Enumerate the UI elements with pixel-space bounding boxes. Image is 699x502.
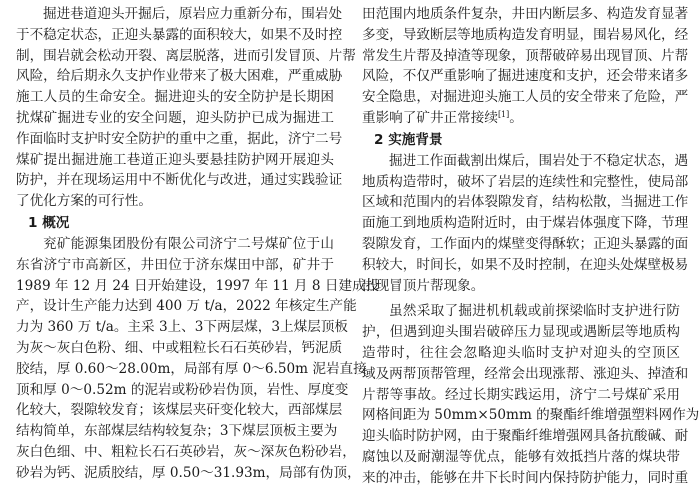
text-line: 造带时，往往会忽略迎头临时支护对迎头的空顶区 — [362, 344, 680, 361]
right-column — [362, 4, 699, 489]
text-line: 风险，给后期永久支护作业带来了极大困难，严重威胁 — [16, 68, 343, 85]
text-line: 虽然采取了掘进机机载或前探梁临时支护进行防 — [389, 303, 680, 320]
practice-paragraph — [362, 301, 699, 488]
text-line: 积较大，时间长，如果不及时控制，在迎头处煤壁极易 — [362, 256, 689, 273]
text-line: 扰煤矿掘进专业的安全问题，迎头防护已成为掘进工 — [16, 109, 334, 126]
overview-paragraph — [16, 234, 380, 484]
text-line: 安全隐患，对掘进迎头施工人员的安全带来了危险，严 — [362, 89, 689, 106]
text-line: 灰白色细、中、粗粒长石石英砂岩，灰～深灰色粉砂岩， — [16, 443, 356, 460]
continuation-paragraph — [362, 4, 689, 129]
text-line: 出现冒顶片帮现象。 — [362, 277, 485, 294]
text-line: 了优化方案的可行性。 — [16, 193, 152, 210]
text-line: 区域和范围内的岩体裂隙发育，结构松散，当掘进工作 — [362, 194, 689, 211]
text-line: 煤矿提出掘进施工巷道正迎头要悬挂防护网开展迎头 — [16, 151, 334, 168]
text-line: 网格间距为 50mm×50mm 的聚酯纤维增强塑料网作为 — [362, 407, 699, 424]
text-line: 护，但遇到迎头围岩破碎压力显现或遇断层等地质构 — [362, 324, 680, 341]
text-line: 东省济宁市高新区，井田位于济东煤田中部，矿井于 — [16, 256, 334, 273]
text-line: 裂隙发育，工作面内的煤壁变得酥软；正迎头暴露的面 — [362, 235, 689, 252]
text-line: 面施工到地质构造附近时，由于煤岩体强度下降，节理 — [362, 215, 689, 232]
citation-marker: [1] — [497, 109, 510, 119]
text-line: 常发生片帮及掉渣等现象，顶帮破碎易出现冒顶、片帮 — [362, 47, 689, 64]
text-line: 域及两帮顶帮管理，经常会出现涨帮、涨迎头、掉渣和 — [362, 365, 689, 382]
section-heading-background: 2 实施背景 — [374, 131, 443, 148]
text-line: 产，设计生产能力达到 400 万 t/a，2022 年核定生产能 — [16, 298, 357, 315]
text-segment: 。 — [509, 109, 523, 126]
text-line: 为灰～灰白色粉、细、中或粗粒长石石英砂岩，钙泥质 — [16, 339, 343, 356]
text-line: 迎头临时防护网，由于聚酯纤维增强网具备抗酸碱、耐 — [362, 428, 689, 445]
text-line-with-citation — [362, 108, 680, 129]
text-line: 田范围内地质条件复杂，井田内断层多、构造发育显著 — [362, 6, 689, 22]
text-segment: 重影响了矿井正常接续 — [362, 109, 498, 126]
text-line: 于不稳定状态，正迎头暴露的面积较大，如果不及时控 — [16, 26, 343, 43]
text-line: 兖矿能源集团股份有限公司济宁二号煤矿位于山 — [43, 235, 334, 252]
text-line: 力为 360 万 t/a。主采 3上、3下两层煤，3上煤层顶板 — [16, 319, 349, 336]
text-line: 多变，导致断层等地质构造发育明显，围岩易风化，经 — [362, 26, 689, 43]
text-line: 胶结，厚 0.60～28.00m，局部有厚 0～6.50m 泥岩直接 — [16, 360, 367, 377]
text-line: 掘进工作面截割出煤后，围岩处于不稳定状态，遇 — [389, 152, 689, 169]
text-line: 防护，并在现场运用中不断优化与改进，通过实践验证 — [16, 172, 343, 189]
text-line: 掘进巷道迎头开掘后，原岩应力重新分布，围岩处 — [43, 6, 343, 22]
text-line: 地质构造带时，破坏了岩层的连续性和完整性，使局部 — [362, 173, 689, 190]
text-line: 施工人员的生命安全。掘进迎头的安全防护是长期困 — [16, 89, 334, 106]
text-line: 片帮等事故。经过长期实践运用，济宁二号煤矿采用 — [362, 386, 680, 403]
text-line: 顶和厚 0～0.52m 的泥岩或粉砂岩伪顶，岩性、厚度变 — [16, 381, 349, 398]
text-line: 结构简单，东部煤层结构较复杂；3下煤层顶板主要为 — [16, 423, 338, 440]
left-column — [16, 4, 380, 484]
text-line: 来的冲击，能够在井下长时间内保持防护能力，同时重 — [362, 469, 689, 486]
text-line: 制，围岩就会松动开裂、离层脱落，进而引发冒顶、片帮 — [16, 47, 356, 64]
text-line: 作面临时支护时安全防护的重中之重，据此，济宁二号 — [16, 130, 343, 147]
background-paragraph — [362, 151, 689, 297]
text-line: 化较大，裂隙较发育；该煤层夹矸变化较大，西部煤层 — [16, 402, 343, 419]
section-heading-overview: 1 概况 — [28, 214, 70, 231]
text-line: 风险，不仅严重影响了掘进速度和支护，还会带来诸多 — [362, 68, 689, 85]
intro-paragraph — [16, 4, 356, 212]
text-line: 1989 年 12 月 24 日开始建设，1997 年 11 月 8 日建成投 — [16, 277, 380, 294]
text-line: 腐蚀以及耐潮湿等优点，能够有效抵挡片落的煤块带 — [362, 448, 680, 465]
text-line: 砂岩为钙、泥质胶结，厚 0.50～31.93m，局部有伪顶， — [16, 464, 361, 481]
